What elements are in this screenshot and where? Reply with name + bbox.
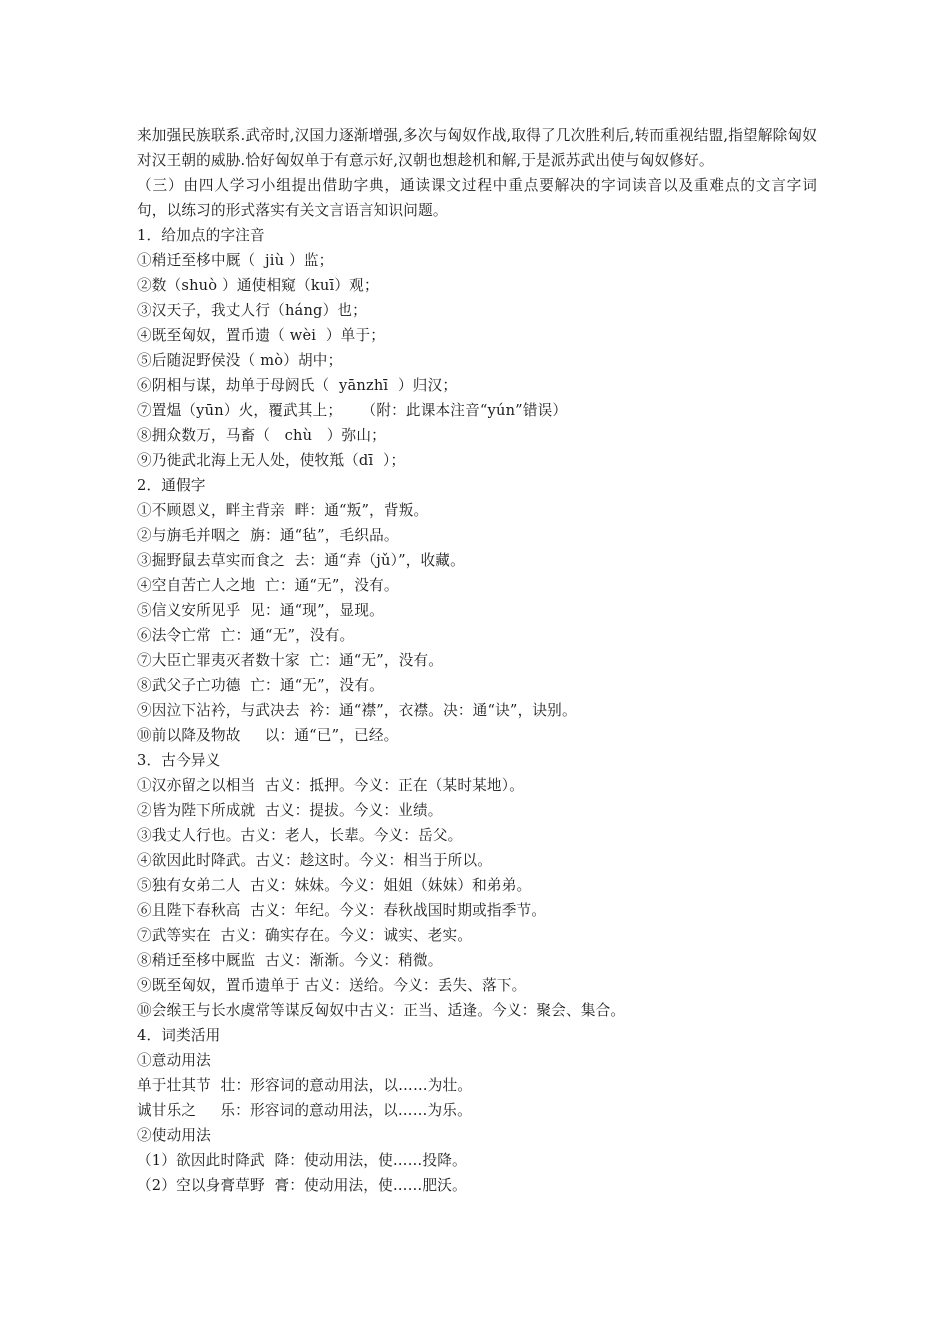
- section-heading-cilei: 4．词类活用: [137, 1027, 221, 1044]
- intro-paragraph: 来加强民族联系.武帝时,汉国力逐渐增强,多次与匈奴作战,取得了几次胜利后,转而重视结盟,指望解除匈奴对汉王朝的威胁.恰好匈奴单于有意示好,汉朝也想趁机和解,于是派苏武出使与匈奴修好。: [137, 127, 817, 169]
- document-page: [137, 123, 817, 1198]
- list-item: 诚甘乐之 乐：形容词的意动用法，以……为乐。: [137, 1102, 472, 1119]
- list-item: ⑦大臣亡罪夷灭者数十家 亡：通“无”，没有。: [137, 652, 444, 669]
- subheading-shidong: ②使动用法: [137, 1127, 211, 1144]
- list-item: ⑦置煴（yūn）火，覆武其上； （附：此课本注音“yún”错误）: [137, 402, 568, 419]
- list-item: 单于壮其节 壮：形容词的意动用法，以……为壮。: [137, 1077, 473, 1094]
- section-heading-gujin: 3．古今异义: [137, 752, 221, 769]
- list-item: ④既至匈奴，置币遗（ wèi ）单于；: [137, 327, 386, 344]
- list-item: ④欲因此时降武。古义：趁这时。今义：相当于所以。: [137, 852, 493, 869]
- list-item: ⑨乃徙武北海上无人处，使牧羝（dī ）；: [137, 452, 406, 469]
- list-item: ①汉亦留之以相当 古义：抵押。今义：正在（某时某地）。: [137, 777, 525, 794]
- list-item: （1）欲因此时降武 降：使动用法，使……投降。: [137, 1152, 467, 1169]
- list-item: ⑥阴相与谋，劫单于母阏氏（ yānzhī ）归汉；: [137, 377, 458, 394]
- list-item: ②数（shuò ）通使相窥（kuī）观；: [137, 277, 379, 294]
- list-item: ⑧稍迁至栘中厩监 古义：渐渐。今义：稍微。: [137, 952, 443, 969]
- section-heading-pronunciation: 1．给加点的字注音: [137, 227, 265, 244]
- list-item: ⑥法令亡常 亡：通“无”，没有。: [137, 627, 355, 644]
- list-item: ⑧武父子亡功德 亡：通“无”，没有。: [137, 677, 384, 694]
- list-item: ①稍迁至栘中厩（ jiù ）监；: [137, 252, 334, 269]
- task-paragraph: （三）由四人学习小组提出借助字典，通读课文过程中重点要解决的字词读音以及重难点的文言字词句，以练习的形式落实有关文言语言知识问题。: [137, 177, 817, 219]
- list-item: ⑥且陛下春秋高 古义：年纪。今义：春秋战国时期或指季节。: [137, 902, 547, 919]
- list-item: （2）空以身膏草野 膏：使动用法，使……肥沃。: [137, 1177, 467, 1194]
- list-item: ⑦武等实在 古义：确实存在。今义：诚实、老实。: [137, 927, 473, 944]
- list-item: ④空自苦亡人之地 亡：通“无”，没有。: [137, 577, 399, 594]
- list-item: ①不顾恩义，畔主背亲 畔：通“叛”，背叛。: [137, 502, 429, 519]
- list-item: ⑨既至匈奴，置币遗单于 古义：送给。今义：丢失、落下。: [137, 977, 527, 994]
- list-item: ②与旃毛并咽之 旃：通“毡”，毛织品。: [137, 527, 399, 544]
- section-heading-tongjia: 2．通假字: [137, 477, 206, 494]
- list-item: ③汉天子，我丈人行（háng）也；: [137, 302, 367, 319]
- list-item: ⑩前以降及物故 以：通“已”，已经。: [137, 727, 399, 744]
- list-item: ⑨因泣下沾衿，与武决去 衿：通“襟”，衣襟。决：通“诀”，诀别。: [137, 702, 577, 719]
- subheading-yidong: ①意动用法: [137, 1052, 211, 1069]
- list-item: ⑤信义安所见乎 见：通“现”，显现。: [137, 602, 384, 619]
- list-item: ③我丈人行也。古义：老人，长辈。今义：岳父。: [137, 827, 463, 844]
- list-item: ②皆为陛下所成就 古义：提拔。今义：业绩。: [137, 802, 443, 819]
- list-item: ⑤后随浞野侯没（ mò）胡中；: [137, 352, 343, 369]
- list-item: ⑤独有女弟二人 古义：妹妹。今义：姐姐（妹妹）和弟弟。: [137, 877, 532, 894]
- list-item: ③掘野鼠去草实而食之 去：通“弆（jǔ）”，收藏。: [137, 552, 465, 569]
- list-item: ⑧拥众数万，马畜（ chù ）弥山；: [137, 427, 386, 444]
- list-item: ⑩会缑王与长水虞常等谋反匈奴中古义：正当、适逢。今义：聚会、集合。: [137, 1002, 626, 1019]
